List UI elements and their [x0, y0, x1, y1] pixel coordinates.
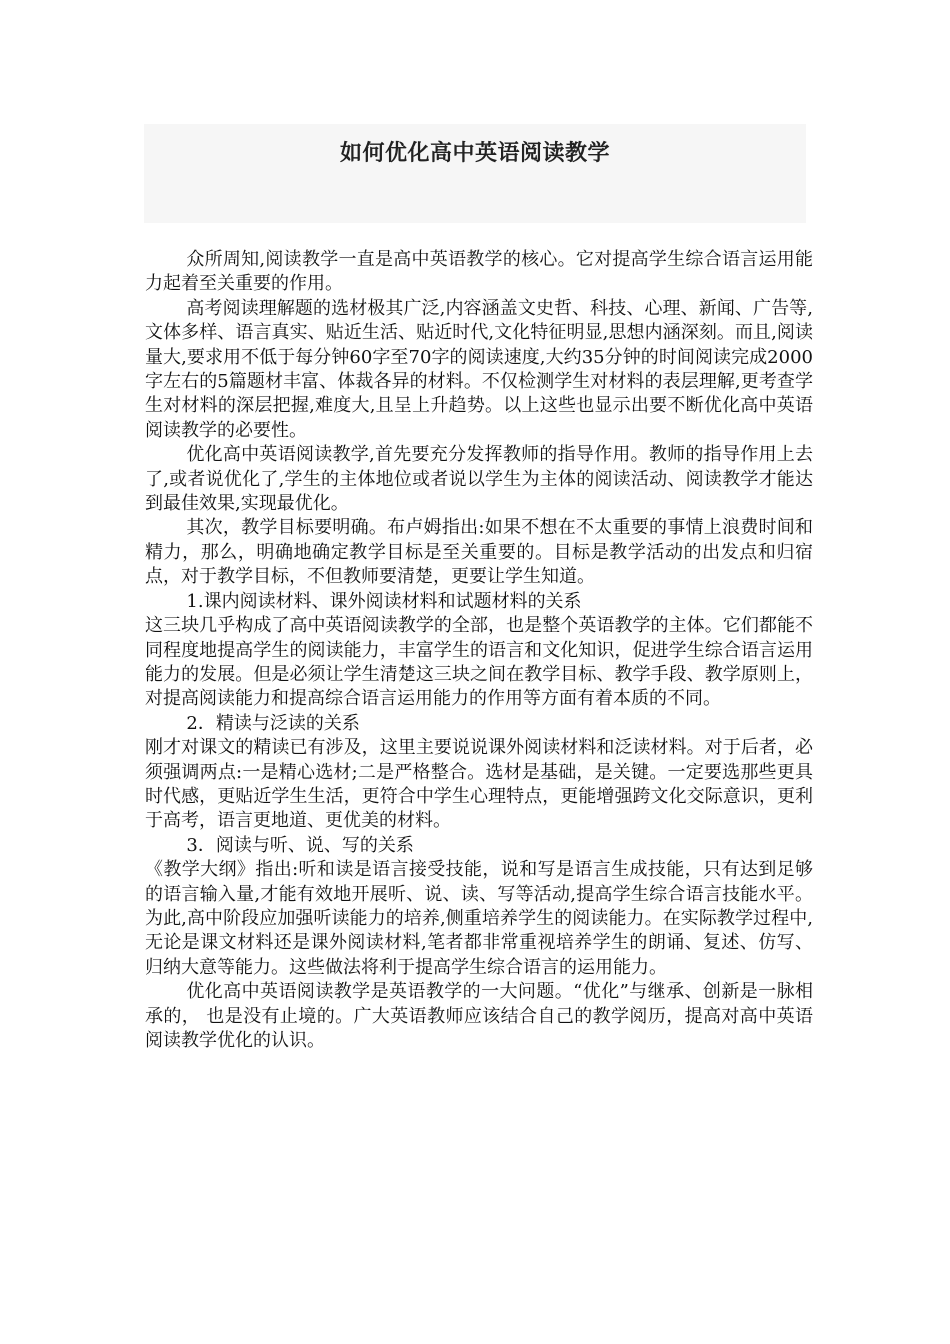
- paragraph-teaching-goals: 其次，教学目标要明确。布卢姆指出:如果不想在不太重要的事情上浪费时间和精力，那么，明确地确定教学目标是至关重要的。目标是教学活动的出发点和归宿点，对于教学目标，不但教师要清楚，更要让学生知道。: [145, 517, 813, 588]
- paragraph-exam-reading: 高考阅读理解题的选材极其广泛,内容涵盖文史哲、科技、心理、新闻、广告等,文体多样、语言真实、贴近生活、贴近时代,文化特征明显,思想内涵深刻。而且,阅读量大,要求用不低于每分钟60字至70字的阅读速度,大约35分钟的时间阅读完成2000字左右的5篇题材丰富、体裁各异的材料。不仅检测学生对材料的表层理解,更考查学生对材料的深层把握,难度大,且呈上升趋势。以上这些也显示出要不断优化高中英语阅读教学的必要性。: [145, 297, 813, 441]
- document-title: 如何优化高中英语阅读教学: [339, 140, 610, 166]
- paragraph-conclusion: 优化高中英语阅读教学是英语教学的一大问题。“优化”与继承、创新是一脉相承的， 也是没有止境的。广大英语教师应该结合自己的教学阅历，提高对高中英语阅读教学优化的认识。: [145, 981, 813, 1051]
- document-body: [145, 248, 813, 1053]
- section-heading-1: 1.课内阅读材料、课外阅读材料和试题材料的关系: [186, 590, 582, 612]
- title-block: [144, 124, 806, 223]
- paragraph-section-3: 《教学大纲》指出:听和读是语言接受技能，说和写是语言生成技能，只有达到足够的语言输入量,才能有效地开展听、说、读、写等活动,提高学生综合语言技能水平。为此,高中阶段应加强听读能力的培养,侧重培养学生的阅读能力。在实际教学过程中,无论是课文材料还是课外阅读材料,笔者都非常重视培养学生的朗诵、复述、仿写、归纳大意等能力。这些做法将利于提高学生综合语言的运用能力。: [145, 859, 813, 978]
- paragraph-teacher-guidance: 优化高中英语阅读教学,首先要充分发挥教师的指导作用。教师的指导作用上去了,或者说优化了,学生的主体地位或者说以学生为主体的阅读活动、阅读教学才能达到最佳效果,实现最优化。: [145, 444, 813, 515]
- paragraph-section-1: 这三块几乎构成了高中英语阅读教学的全部，也是整个英语教学的主体。它们都能不同程度地提高学生的阅读能力，丰富学生的语言和文化知识，促进学生综合语言运用能力的发展。但是必须让学生清楚这三块之间在教学目标、教学手段、教学原则上，对提高阅读能力和提高综合语言运用能力的作用等方面有着本质的不同。: [145, 615, 813, 710]
- paragraph-intro: 众所周知,阅读教学一直是高中英语教学的核心。它对提高学生综合语言运用能力起着至关重要的作用。: [145, 249, 813, 295]
- paragraph-section-2: 刚才对课文的精读已有涉及，这里主要说说课外阅读材料和泛读材料。对于后者，必须强调两点:一是精心选材;二是严格整合。选材是基础，是关键。一定要选那些更具时代感，更贴近学生生活，更符合中学生心理特点，更能增强跨文化交际意识，更利于高考，语言更地道、更优美的材料。: [145, 737, 813, 832]
- section-heading-3: 3．阅读与听、说、写的关系: [186, 834, 414, 856]
- section-heading-2: 2．精读与泛读的关系: [186, 712, 360, 734]
